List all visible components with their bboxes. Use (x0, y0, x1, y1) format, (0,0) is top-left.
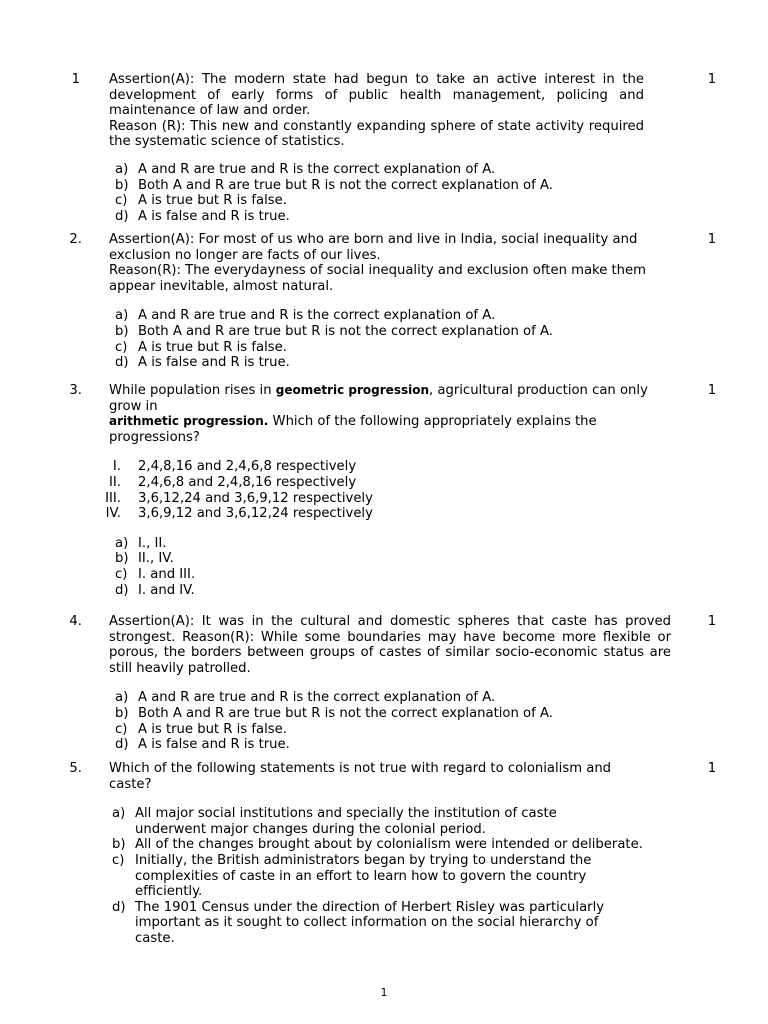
option-b: b) II., IV. (115, 551, 174, 567)
assertion-reason-text: Assertion(A): It was in the cultural and domestic spheres that caste has proved strongest. Reason(R): While some boundaries may have become more flexible or porous, the borders between groups of castes of similar socio-economic status are still heavily patrolled. (109, 614, 671, 676)
statement-ii: II. 2,4,6,8 and 2,4,8,16 respectively (109, 474, 357, 490)
question-number: 4. (69, 614, 82, 629)
question-marks: 1 (707, 72, 717, 87)
question-number: 1 (71, 72, 80, 87)
statements-list (105, 459, 649, 522)
statement-i: I. 2,4,8,16 and 2,4,6,8 respectively (112, 459, 357, 475)
question-marks: 1 (707, 232, 717, 247)
option-a: a) A and R are true and R is the correct explanation of A. (115, 308, 496, 324)
option-b: b) Both A and R are true but R is not the correct explanation of A. (115, 177, 553, 193)
question-marks: 1 (707, 383, 717, 398)
statement-iii: III. 3,6,12,24 and 3,6,9,12 respectively (105, 490, 373, 506)
reason-text: Reason(R): The everydayness of social inequality and exclusion often make them appear inevitable, almost natural. (109, 263, 647, 294)
option-a: a) All major social institutions and specially the institution of caste underwent major changes during the colonial period. (112, 806, 557, 837)
question-number: 2. (69, 232, 82, 247)
option-a: a) A and R are true and R is the correct explanation of A. (115, 161, 496, 177)
options-list (106, 806, 686, 946)
option-a: a) A and R are true and R is the correct explanation of A. (115, 690, 496, 706)
question-body (109, 761, 654, 947)
option-d: d) A is false and R is true. (115, 737, 290, 753)
option-b: b) Both A and R are true but R is not the correct explanation of A. (115, 705, 553, 721)
question-body (109, 614, 671, 753)
option-d: d) A is false and R is true. (115, 355, 290, 371)
option-b: b) All of the changes brought about by colonialism were intended or deliberate. (112, 837, 643, 853)
statement-iv: IV. 3,6,9,12 and 3,6,12,24 respectively (105, 506, 373, 522)
assertion-text: Assertion(A): The modern state had begun to take an active interest in the development of early forms of public health management, policing and maintenance of law and order. (109, 72, 644, 119)
option-b: b) Both A and R are true but R is not the correct explanation of A. (115, 323, 553, 339)
option-c: c) I. and III. (115, 566, 196, 582)
term-arithmetic: arithmetic progression. (109, 414, 269, 429)
page-number: 1 (380, 986, 388, 999)
question-body (109, 232, 679, 371)
option-c: c) A is true but R is false. (115, 339, 287, 355)
option-d: d) The 1901 Census under the direction of Herbert Risley was particularly important as it sought to collect information on the social hierarchy of caste. (112, 899, 605, 946)
question-body (109, 72, 644, 224)
question-body (105, 383, 649, 598)
option-c: c) A is true but R is false. (115, 193, 287, 209)
assertion-text: Assertion(A): For most of us who are born and live in India, social inequality and exclusion no longer are facts of our lives. (109, 232, 638, 263)
option-d: d) A is false and R is true. (115, 208, 290, 224)
option-c: c) Initially, the British administrators began by trying to understand the complexities of caste in an effort to learn how to govern the country efficiently. (112, 852, 592, 900)
options-list (109, 308, 679, 370)
option-d: d) I. and IV. (115, 582, 195, 598)
options-list (109, 536, 649, 598)
term-geometric: geometric progression (275, 383, 430, 397)
option-c: c) A is true but R is false. (115, 721, 287, 737)
question-number: 3. (69, 383, 82, 398)
reason-text: Reason (R): This new and constantly expanding sphere of state activity required the systematic science of statistics. (109, 118, 644, 150)
options-list (109, 162, 644, 224)
question-number: 5. (69, 761, 82, 776)
question-marks: 1 (707, 761, 717, 776)
question-stem: Which of the following statements is not true with regard to colonialism and caste? (109, 761, 612, 792)
question-marks: 1 (707, 614, 717, 629)
question-stem: While population rises in geometric progression, agricultural production can only grow in arithmetic progression. Which of the following appropriately explains the progressions? (109, 383, 648, 445)
option-a: a) I., II. (115, 535, 167, 551)
options-list (109, 690, 671, 752)
